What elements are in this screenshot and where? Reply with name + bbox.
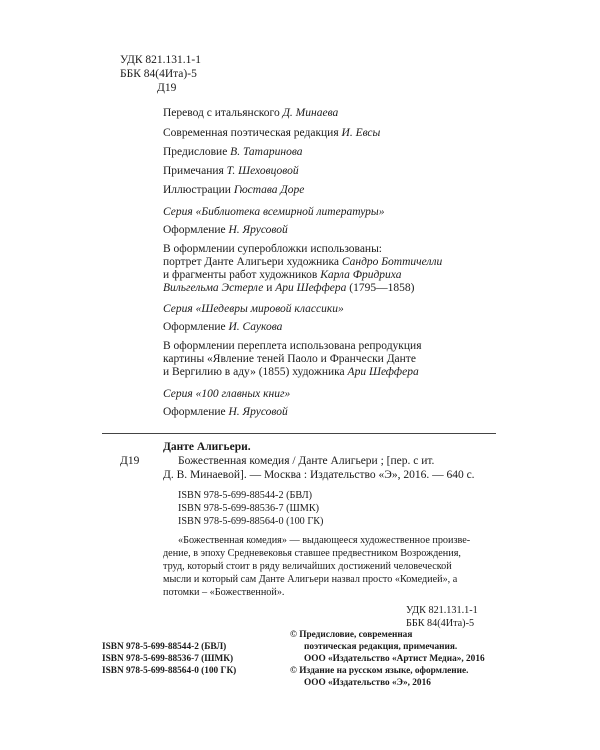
credit-name: Гюстава Доре: [233, 184, 305, 196]
copyright-preface-line2: поэтическая редакция, примечания.: [304, 642, 458, 652]
annotation-line: дение, в эпоху Средневековья ставшее предвестником Возрождения,: [163, 548, 461, 559]
credit-name: Д. Минаева: [282, 107, 339, 119]
series3-design: Оформление Н. Ярусовой: [163, 406, 288, 418]
copyright-edition-line2: ООО «Издательство «Э», 2016: [304, 678, 431, 688]
footer-isbn: ISBN 978-5-699-88564-0 (100 ГК): [102, 666, 237, 676]
credit-poetic-edit: [163, 127, 380, 140]
catalog-isbn: ISBN 978-5-699-88536-7 (ШМК): [178, 503, 320, 514]
catalog-isbn: ISBN 978-5-699-88564-0 (100 ГК): [178, 516, 324, 527]
catalog-heading: Данте Алигьери.: [163, 441, 251, 453]
catalog-bbk: ББК 84(4Ита)-5: [406, 618, 475, 629]
series3-title: Серия «100 главных книг»: [163, 388, 291, 400]
catalog-author-mark: Д19: [120, 455, 140, 467]
credit-translation: [163, 107, 338, 120]
series2-binding-line1: В оформлении переплета использована репродукция: [163, 340, 422, 352]
series2-title: Серия «Шедевры мировой классики»: [163, 303, 344, 315]
credit-name: В. Татаринова: [230, 146, 303, 158]
udk-code: УДК 821.131.1-1: [120, 54, 201, 66]
credit-label: Современная поэтическая редакция: [163, 127, 342, 139]
series2-binding-line2: картины «Явление теней Паоло и Франчески Данте: [163, 353, 416, 365]
catalog-udk: УДК 821.131.1-1: [406, 605, 478, 616]
series1-dust-line4: Вильгельма Эстерле и Ари Шеффера (1795—1858): [163, 282, 415, 294]
annotation-line: труд, который стоит в ряду величайших достижений человеческой: [163, 561, 452, 572]
series2-design: Оформление И. Саукова: [163, 321, 283, 333]
credit-label: Предисловие: [163, 146, 231, 158]
credit-label: Иллюстрации: [163, 184, 234, 196]
credit-preface: [163, 146, 303, 159]
credit-label: Перевод с итальянского: [163, 107, 283, 119]
footer-isbn: ISBN 978-5-699-88544-2 (БВЛ): [102, 642, 227, 652]
credit-label: Примечания: [163, 165, 227, 177]
credit-notes: [163, 165, 299, 178]
catalog-isbn: ISBN 978-5-699-88544-2 (БВЛ): [178, 490, 313, 501]
series2-binding-line3: и Вергилию в аду» (1855) художника Ари Шеффера: [163, 366, 419, 378]
credit-name: Т. Шеховцовой: [226, 165, 299, 177]
annotation-line: потомки – «Божественной».: [163, 587, 285, 598]
author-mark: Д19: [157, 82, 177, 94]
copyright-preface-line1: © Предисловие, современная: [290, 630, 413, 640]
series1-design: Оформление Н. Ярусовой: [163, 224, 288, 236]
annotation-line: мысли и который сам Данте Алигьери назвал просто «Комедией», а: [163, 574, 458, 585]
credit-name: И. Евсы: [341, 127, 381, 139]
series1-dust-line1: В оформлении суперобложки использованы:: [163, 243, 382, 255]
catalog-desc-line2: Д. В. Минаевой]. — Москва : Издательство «Э», 2016. — 640 с.: [163, 469, 475, 481]
divider-line: [102, 433, 496, 434]
copyright-edition-line1: © Издание на русском языке, оформление.: [290, 666, 469, 676]
footer-isbn: ISBN 978-5-699-88536-7 (ШМК): [102, 654, 234, 664]
copyright-preface-line3: ООО «Издательство «Артист Медиа», 2016: [304, 654, 485, 664]
series1-dust-line3: и фрагменты работ художников Карла Фридриха: [163, 269, 402, 281]
series1-title: Серия «Библиотека всемирной литературы»: [163, 206, 385, 218]
series1-dust-line2: портрет Данте Алигьери художника Сандро Боттичелли: [163, 256, 443, 268]
catalog-desc-line1: Божественная комедия / Данте Алигьери ; [пер. с ит.: [178, 455, 435, 467]
bbk-code: ББК 84(4Ита)-5: [120, 68, 197, 80]
credit-illustrations: [163, 184, 304, 197]
annotation-line: «Божественная комедия» — выдающееся художественное произве-: [178, 535, 471, 546]
